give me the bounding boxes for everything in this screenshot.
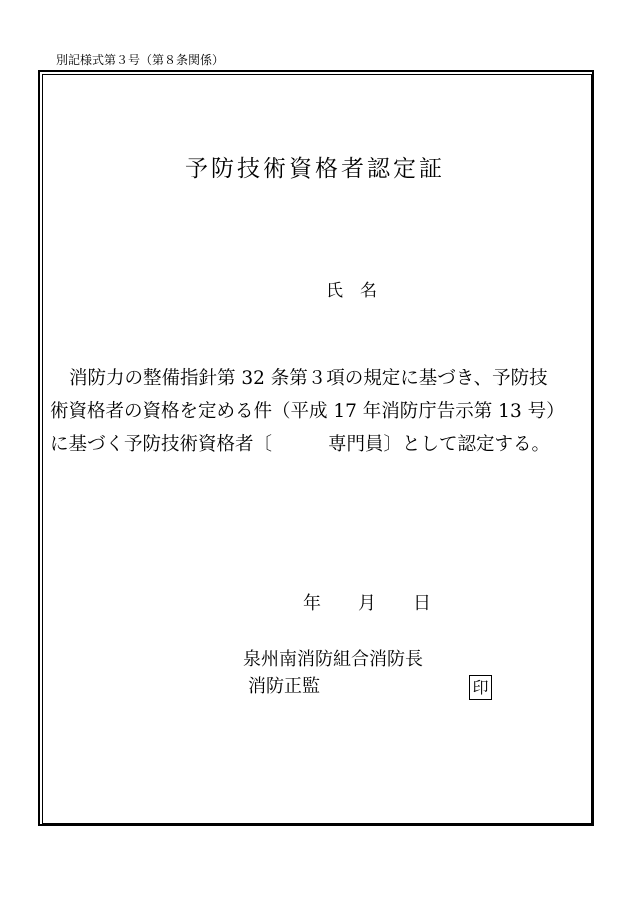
name-label-part-2: 名 <box>360 281 377 301</box>
statement-line-3 <box>50 428 586 461</box>
date-day-label: 日 <box>413 593 431 614</box>
date-year-label: 年 <box>303 593 321 614</box>
name-label-part-1: 氏 <box>326 281 343 301</box>
name-label <box>326 279 377 303</box>
statement-line-3-end: 専門員〕として認定する。 <box>328 434 551 455</box>
certification-statement <box>50 362 586 461</box>
issue-date <box>303 591 431 617</box>
date-month-label: 月 <box>358 593 376 614</box>
seal-stamp-box: 印 <box>469 675 492 700</box>
statement-line-3-start: に基づく予防技術資格者〔 <box>50 434 273 455</box>
issuer-rank: 消防正監 <box>248 676 320 697</box>
statement-line-1: 消防力の整備指針第 32 条第３項の規定に基づき、予防技 <box>69 368 548 389</box>
statement-line-2: 術資格者の資格を定める件（平成 17 年消防庁告示第 13 号） <box>50 401 565 422</box>
form-number: 別記様式第３号（第８条関係） <box>56 53 225 67</box>
certificate-title: 予防技術資格者認定証 <box>185 156 445 182</box>
issuer-organization: 泉州南消防組合消防長 <box>243 649 423 670</box>
